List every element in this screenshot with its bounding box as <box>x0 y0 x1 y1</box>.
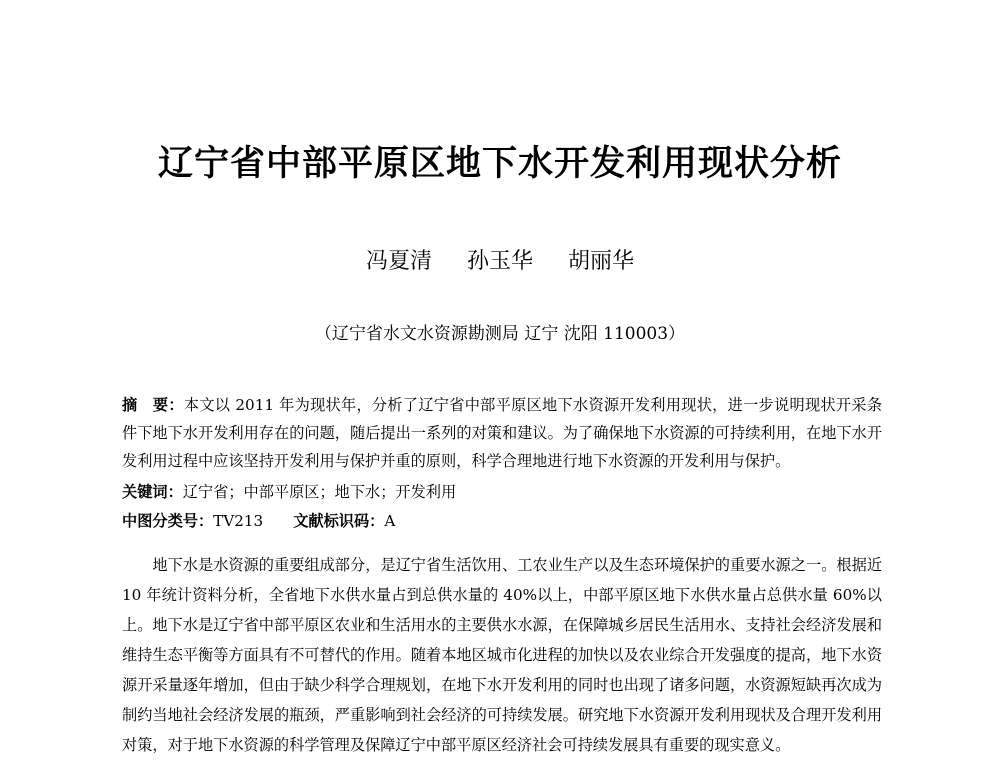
clc-label: 中图分类号： <box>122 512 214 530</box>
classification-line <box>122 511 882 531</box>
abstract-label: 摘 要： <box>122 396 184 414</box>
doc-code-value: A <box>384 512 396 530</box>
author-name: 孙玉华 <box>466 249 533 274</box>
abstract <box>122 391 882 475</box>
author-name: 胡丽华 <box>568 249 635 274</box>
clc-value: TV213 <box>213 512 264 530</box>
affiliation: （辽宁省水文水资源勘测局 辽宁 沈阳 110003） <box>314 324 686 344</box>
abstract-text: 本文以 2011 年为现状年，分析了辽宁省中部平原区地下水资源开发利用现状，进一步说明现状开采条件下地下水开发利用存在的问题，随后提出一系列的对策和建议。为了确保地下水资源的可持续利用，在地下水开发利用过程中应该坚持开发利用与保护并重的原则，科学合理地进行地下水资源的开发利用与保护。 <box>122 396 883 470</box>
paper-title: 辽宁省中部平原区地下水开发利用现状分析 <box>157 144 842 184</box>
keywords-label: 关键词： <box>122 483 183 501</box>
author-list <box>0 244 1000 275</box>
keywords-text: 辽宁省；中部平原区；地下水；开发利用 <box>182 483 457 501</box>
intro-paragraph: 地下水是水资源的重要组成部分，是辽宁省生活饮用、工农业生产以及生态环境保护的重要水源之一。根据近 10 年统计资料分析，全省地下水供水量占到总供水量的 40%以上，中部平原区地下水供水量占总供水量 60%以上。地下水是辽宁省中部平原区农业和生活用水的主要供水水源，在保障城乡居民生活用水、支持社会经济发展和维持生态平衡等方面具有不可替代的作用。随着本地区城市化进程的加快以及农业综合开发强度的提高，地下水资源开采量逐年增加，但由于缺少科学合理规划，在地下水开发利用的同时也出现了诸多问题，水资源短缺再次成为制约当地社会经济发展的瓶颈，严重影响到社会经济的可持续发展。研究地下水资源开发利用现状及合理开发利用对策，对于地下水资源的科学管理及保障辽宁中部平原区经济社会可持续发展具有重要的现实意义。 <box>122 556 882 754</box>
doc-code-label: 文献标识码： <box>293 512 385 530</box>
keywords <box>122 482 882 502</box>
author-name: 冯夏清 <box>365 249 432 274</box>
